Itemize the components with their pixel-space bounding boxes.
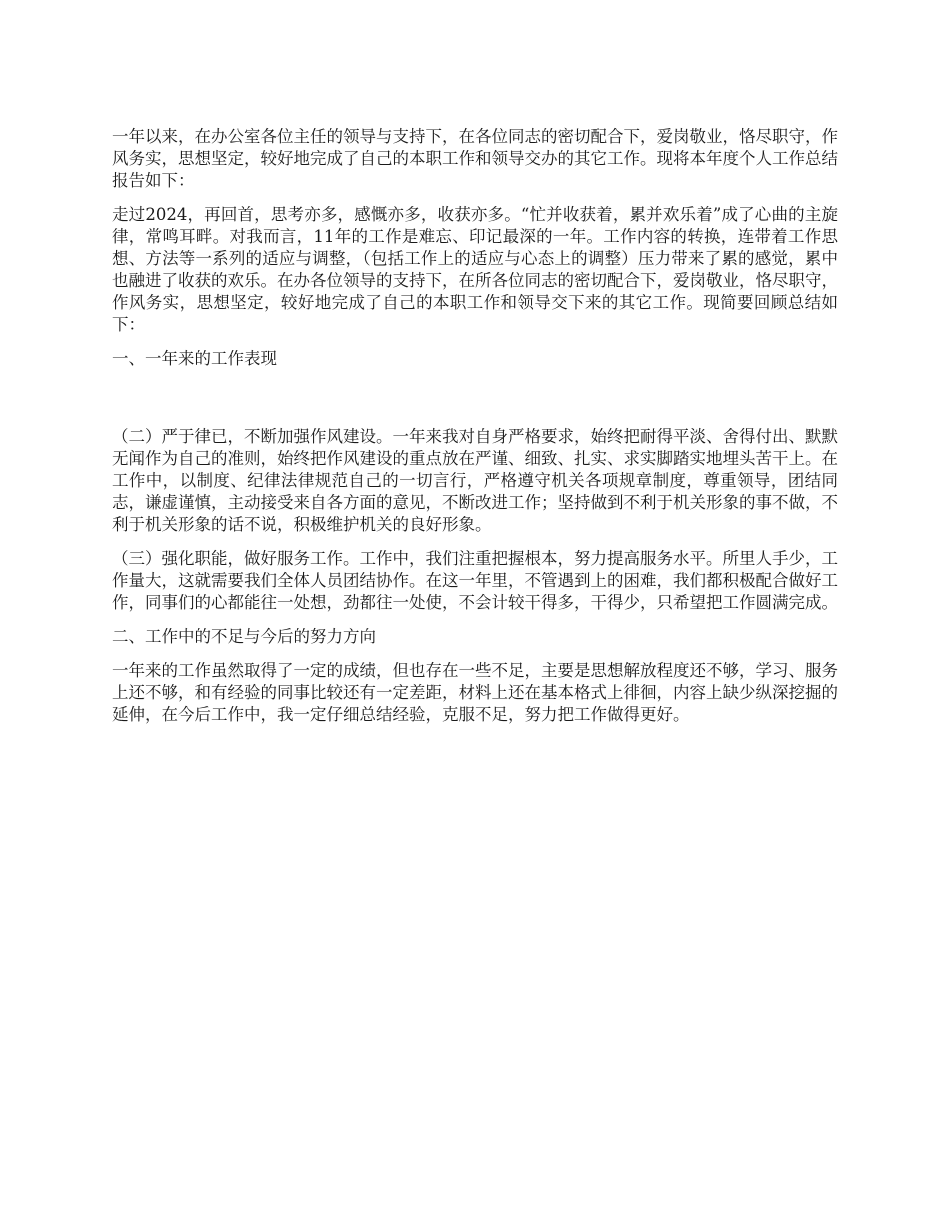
section-heading-work-performance: 一、一年来的工作表现 xyxy=(112,349,277,368)
review-paragraph: 走过2024，再回首，思考亦多，感慨亦多，收获亦多。“忙并收获着，累并欢乐着”成了心曲的主旋律，常鸣耳畔。对我而言，11年的工作是难忘、印记最深的一年。工作内容的转换，连带着工作思想、方法等一系列的适应与调整，（包括工作上的适应与心态上的调整）压力带来了累的感觉，累中也融进了收获的欢乐。在办各位领导的支持下，在所各位同志的密切配合下，爱岗敬业，恪尽职守，作风务实，思想坚定，较好地完成了自己的本职工作和领导交下来的其它工作。现简要回顾总结如下： xyxy=(112,205,838,334)
blank-space xyxy=(112,382,838,426)
document-body xyxy=(112,126,838,738)
section-heading-shortcomings: 二、工作中的不足与今后的努力方向 xyxy=(112,627,376,646)
service-paragraph: （三）强化职能，做好服务工作。工作中，我们注重把握根本，努力提高服务水平。所里人手少，工作量大，这就需要我们全体人员团结协作。在这一年里，不管遇到上的困难，我们都积极配合做好工作，同事们的心都能往一处想，劲都往一处使，不会计较干得多，干得少，只希望把工作圆满完成。 xyxy=(112,549,838,612)
shortcomings-paragraph: 一年来的工作虽然取得了一定的成绩，但也存在一些不足，主要是思想解放程度还不够，学习、服务上还不够，和有经验的同事比较还有一定差距，材料上还在基本格式上徘徊，内容上缺少纵深挖掘的延伸，在今后工作中，我一定仔细总结经验，克服不足，努力把工作做得更好。 xyxy=(112,661,838,724)
intro-paragraph: 一年以来，在办公室各位主任的领导与支持下，在各位同志的密切配合下，爱岗敬业，恪尽职守，作风务实，思想坚定，较好地完成了自己的本职工作和领导交办的其它工作。现将本年度个人工作总结报告如下： xyxy=(112,127,838,190)
discipline-paragraph: （二）严于律已，不断加强作风建设。一年来我对自身严格要求，始终把耐得平淡、舍得付出、默默无闻作为自己的准则，始终把作风建设的重点放在严谨、细致、扎实、求实脚踏实地埋头苦干上。在工作中，以制度、纪律法律规范自己的一切言行，严格遵守机关各项规章制度，尊重领导，团结同志，谦虚谨慎，主动接受来自各方面的意见，不断改进工作；坚持做到不利于机关形象的事不做，不利于机关形象的话不说，积极维护机关的良好形象。 xyxy=(112,427,838,534)
